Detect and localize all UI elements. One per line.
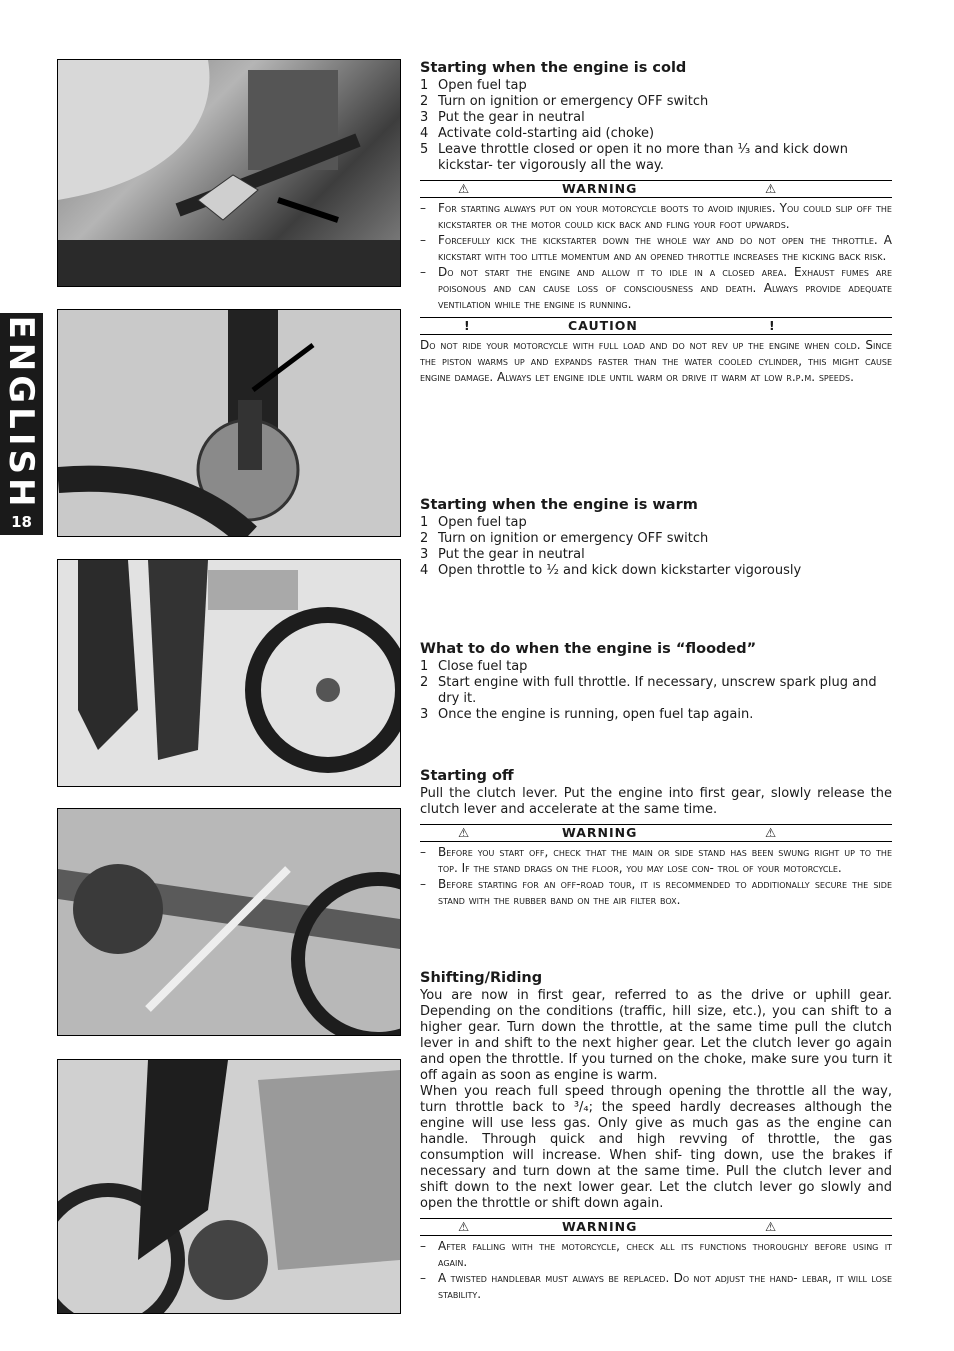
rider-shifting-photo [57, 1059, 401, 1314]
warning-header: ⚠ WARNING ⚠ [420, 824, 892, 842]
starting-off-text: Pull the clutch lever. Put the engine into first gear, slowly release the clutch lever and accelerate at the same time. [420, 786, 892, 817]
page-number: 18 [11, 513, 32, 531]
warning-list [420, 1238, 892, 1302]
flooded-title: What to do when the engine is “flooded” [420, 641, 757, 657]
caution-icon: ! [464, 318, 471, 333]
caution-text: Do not ride your motorcycle with full load and do not rev up the engine when cold. Since the piston warms up and expands faster than the water cooled cylinder, this might cause engine damage. Always let engine idle until warm or drive it warm at low r.p.m. speeds. [420, 338, 892, 384]
shifting-title: Shifting/Riding [420, 970, 543, 986]
list-item: – A twisted handlebar must always be replaced. Do not adjust the hand- lebar, it will lose stability. [420, 1271, 892, 1301]
flooded-steps [420, 659, 892, 723]
list-item: 1 Open fuel tap [420, 78, 527, 93]
list-item: 1 Open fuel tap [420, 515, 527, 530]
list-item: 5 Leave throttle closed or open it no more than ¹⁄₃ and kick down kickstar- ter vigorously all the way. [420, 142, 848, 173]
warm-start-section [420, 496, 892, 579]
caution-header: ! CAUTION ! [420, 317, 892, 335]
list-item: – After falling with the motorcycle, check all its functions thoroughly before using it again. [420, 1239, 892, 1269]
shifting-section [420, 969, 892, 1302]
list-item: 2 Turn on ignition or emergency OFF switch [420, 531, 709, 546]
side-stand-photo [57, 808, 401, 1036]
list-item: 2 Start engine with full throttle. If necessary, unscrew spark plug and dry it. [420, 675, 877, 706]
starting-off-title: Starting off [420, 768, 514, 784]
starting-off-section [420, 767, 892, 908]
flooded-section [420, 640, 892, 723]
list-item: 3 Put the gear in neutral [420, 547, 585, 562]
language-label: ENGLISH [1, 315, 41, 511]
list-item: – Before starting for an off-road tour, it is recommended to additionally secure the side stand with the rubber band on the air filter box. [420, 877, 892, 907]
warm-start-steps [420, 515, 892, 579]
list-item: 4 Activate cold-starting aid (choke) [420, 126, 655, 141]
language-side-tab [0, 313, 43, 535]
cold-start-steps [420, 78, 892, 174]
list-item: – Forcefully kick the kickstarter down the whole way and do not open the throttle. A kickstart with too little momentum and an opened throttle increases the kicking back risk. [420, 233, 892, 263]
warning-icon: ⚠ [458, 181, 471, 196]
carburetor-photo [57, 309, 401, 537]
cold-start-title: Starting when the engine is cold [420, 60, 687, 76]
warning-icon: ⚠ [458, 1219, 471, 1234]
kickstarter-photo [57, 559, 401, 787]
list-item: 1 Close fuel tap [420, 659, 528, 674]
warning-icon: ⚠ [765, 1219, 778, 1234]
shifting-paragraph-2: When you reach full speed through opening the throttle all the way, turn throttle back to ³/₄; the speed hardly decreases although the engine will use less gas. Only give as much gas as the engine can handle. Through quick and high revving of throttle, the gas consumption will increase. When shif- ting down, use the brakes if necessary and turn down at the same time. Pull the clutch lever and shift down to the next lower gear. Let the clutch lever go slowly and open the throttle or shift down again. [420, 1084, 892, 1211]
fuel-tap-choke-photo [57, 59, 401, 287]
list-item: 4 Open throttle to ¹⁄₂ and kick down kickstarter vigorously [420, 563, 802, 578]
warm-start-title: Starting when the engine is warm [420, 497, 698, 513]
shifting-paragraph-1: You are now in first gear, referred to as the drive or uphill gear. Depending on the conditions (traffic, hill size, etc.), you can shift to a higher gear. Turn down the throttle, at the same time pull the clutch lever in and shift to the next higher gear. Let the clutch lever go again and open the throttle. If you turned on the choke, make sure you turn it off again as soon as engine is warm. [420, 988, 892, 1083]
list-item: – Do not start the engine and allow it to idle in a closed area. Exhaust fumes are poisonous and can cause loss of consciousness and death. Always provide adequate ventilation while the engine is running. [420, 265, 892, 311]
list-item: – For starting always put on your motorcycle boots to avoid injuries. You could slip off the kickstarter or the motor could kick back and fling your foot upwards. [420, 201, 892, 231]
list-item: – Before you start off, check that the main or side stand has been swung right up to the top. If the stand drags on the floor, you may lose con- trol of your motorcycle. [420, 845, 892, 875]
warning-list [420, 200, 892, 312]
warning-header: ⚠ WARNING ⚠ [420, 180, 892, 198]
list-item: 3 Put the gear in neutral [420, 110, 585, 125]
warning-icon: ⚠ [765, 825, 778, 840]
list-item: 3 Once the engine is running, open fuel tap again. [420, 707, 754, 722]
warning-header: ⚠ WARNING ⚠ [420, 1218, 892, 1236]
warning-icon: ⚠ [765, 181, 778, 196]
warning-icon: ⚠ [458, 825, 471, 840]
warning-list [420, 844, 892, 908]
cold-start-section [420, 59, 892, 385]
list-item: 2 Turn on ignition or emergency OFF switch [420, 94, 709, 109]
caution-icon: ! [769, 318, 776, 333]
